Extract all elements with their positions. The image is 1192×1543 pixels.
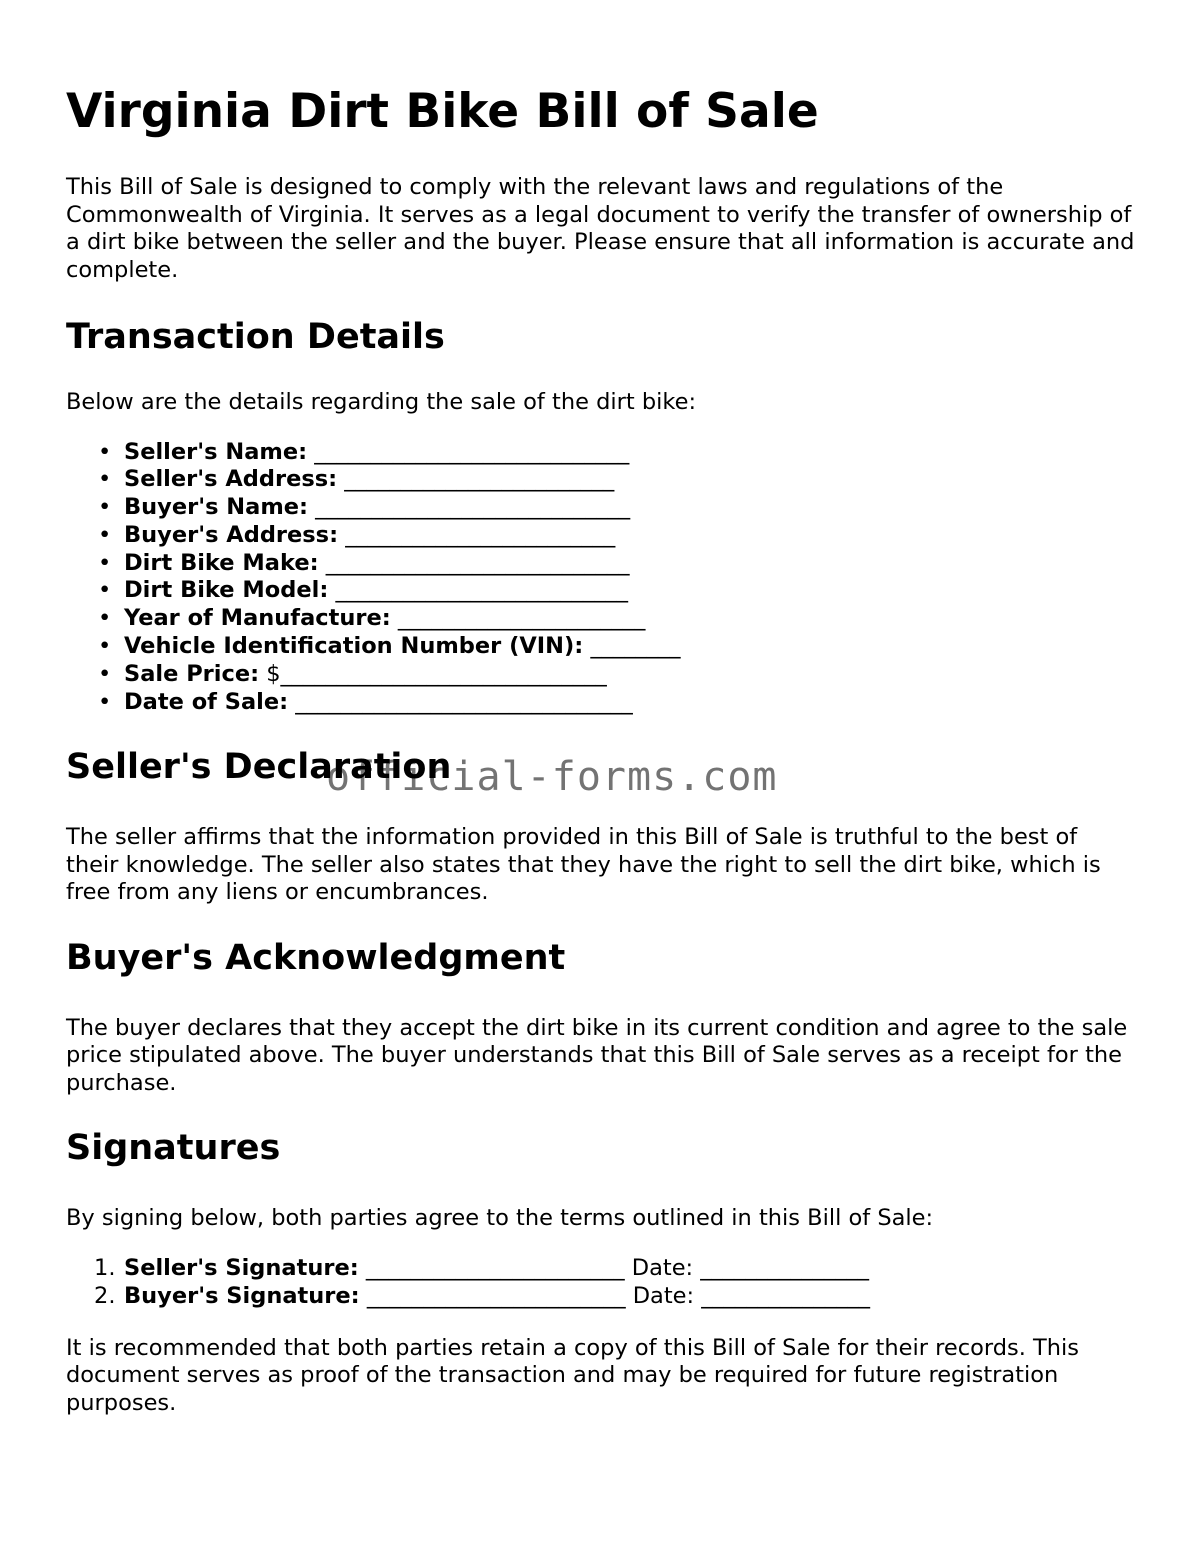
signatures-list xyxy=(66,1255,1136,1311)
bullet: • xyxy=(98,688,112,715)
field-label: Buyer's Address: xyxy=(124,521,339,548)
sellers-declaration-text: The seller affirms that the information provided in this Bill of Sale is truthful to the best of their knowledge. The seller also states that they have the right to sell the dirt bike, which is free from any liens or encumbrances. xyxy=(66,824,1101,906)
field-label: Vehicle Identification Number (VIN): xyxy=(124,633,584,660)
page-title: Virginia Dirt Bike Bill of Sale xyxy=(66,84,819,139)
closing-paragraph: It is recommended that both parties retain a copy of this Bill of Sale for their records. This document serves as proof of the transaction and may be required for future registration purposes. xyxy=(66,1334,1079,1416)
dirt-bike-make-field[interactable]: ___________________________ xyxy=(318,549,630,576)
list-item-sellers-name xyxy=(98,438,1136,467)
list-item-dirt-bike-model xyxy=(98,577,1136,605)
bullet: • xyxy=(98,605,112,632)
field-label: Year of Manufacture: xyxy=(124,605,391,632)
sellers-address-field[interactable]: ________________________ xyxy=(337,466,615,493)
buyers-acknowledgment-text: The buyer declares that they accept the dirt bike in its current condition and agree to the sale price stipulated above. The buyer understands that this Bill of Sale serves as a receipt for the purchase. xyxy=(66,1014,1128,1096)
field-label: Dirt Bike Model: xyxy=(124,577,329,604)
watermark-text: official-forms.com xyxy=(326,754,778,800)
field-label: Seller's Signature: xyxy=(124,1254,359,1281)
bullet: • xyxy=(98,660,112,687)
field-label: Date of Sale: xyxy=(124,688,289,715)
field-label: Dirt Bike Make: xyxy=(124,549,319,576)
transaction-details-heading: Transaction Details xyxy=(66,317,445,357)
list-item-buyers-signature xyxy=(94,1282,1136,1311)
transaction-details-lead: Below are the details regarding the sale of the dirt bike: xyxy=(66,389,697,415)
list-item-sale-price xyxy=(98,660,1136,689)
field-label: Buyer's Name: xyxy=(124,494,309,521)
buyers-address-field[interactable]: ________________________ xyxy=(338,521,616,548)
bullet: • xyxy=(98,577,112,604)
transaction-details-list xyxy=(66,439,1136,717)
field-label: Seller's Name: xyxy=(124,438,308,465)
intro-paragraph: This Bill of Sale is designed to comply with the relevant laws and regulations of the Commonwealth of Virginia. It serves as a legal document to verify the transfer of ownership of a dirt bike between the seller and the buyer. Please ensure that all information is accurate and complete. xyxy=(66,174,1135,283)
field-label: Buyer's Signature: xyxy=(124,1282,360,1309)
list-item-buyers-address xyxy=(98,521,1136,550)
list-item-date-of-sale xyxy=(98,688,1136,717)
signatures-heading: Signatures xyxy=(66,1128,281,1169)
year-of-manufacture-field[interactable]: ______________________ xyxy=(390,605,646,632)
date-of-sale-field[interactable]: ______________________________ xyxy=(288,688,633,715)
field-label: Seller's Address: xyxy=(124,466,338,493)
buyers-name-field[interactable]: ____________________________ xyxy=(308,494,631,521)
list-item-vin xyxy=(98,633,1136,661)
list-number: 1. xyxy=(94,1254,116,1281)
bullet: • xyxy=(98,633,112,660)
sellers-name-field[interactable]: ____________________________ xyxy=(307,438,630,465)
buyers-acknowledgment-heading: Buyer's Acknowledgment xyxy=(66,937,566,978)
list-number: 2. xyxy=(94,1282,116,1309)
signatures-lead: By signing below, both parties agree to the terms outlined in this Bill of Sale: xyxy=(66,1205,934,1232)
bullet: • xyxy=(98,466,112,493)
list-item-year-of-manufacture xyxy=(98,605,1136,633)
list-item-dirt-bike-make xyxy=(98,549,1136,578)
sale-price-field[interactable]: $_____________________________ xyxy=(259,660,607,687)
field-label: Sale Price: xyxy=(124,660,260,687)
bullet: • xyxy=(98,494,112,521)
list-item-sellers-address xyxy=(98,466,1136,494)
bullet: • xyxy=(98,438,112,465)
list-item-sellers-signature xyxy=(94,1254,1136,1283)
document xyxy=(66,0,1136,1417)
vin-field[interactable]: ________ xyxy=(583,633,681,660)
bullet: • xyxy=(98,521,112,548)
list-item-buyers-name xyxy=(98,494,1136,522)
bullet: • xyxy=(98,549,112,576)
buyers-signature-field[interactable]: _______________________ Date: _______________ xyxy=(359,1282,870,1309)
sellers-declaration-heading: Seller's Declaration xyxy=(66,747,452,788)
dirt-bike-model-field[interactable]: __________________________ xyxy=(328,577,628,604)
sellers-signature-field[interactable]: _______________________ Date: _______________ xyxy=(358,1254,870,1281)
